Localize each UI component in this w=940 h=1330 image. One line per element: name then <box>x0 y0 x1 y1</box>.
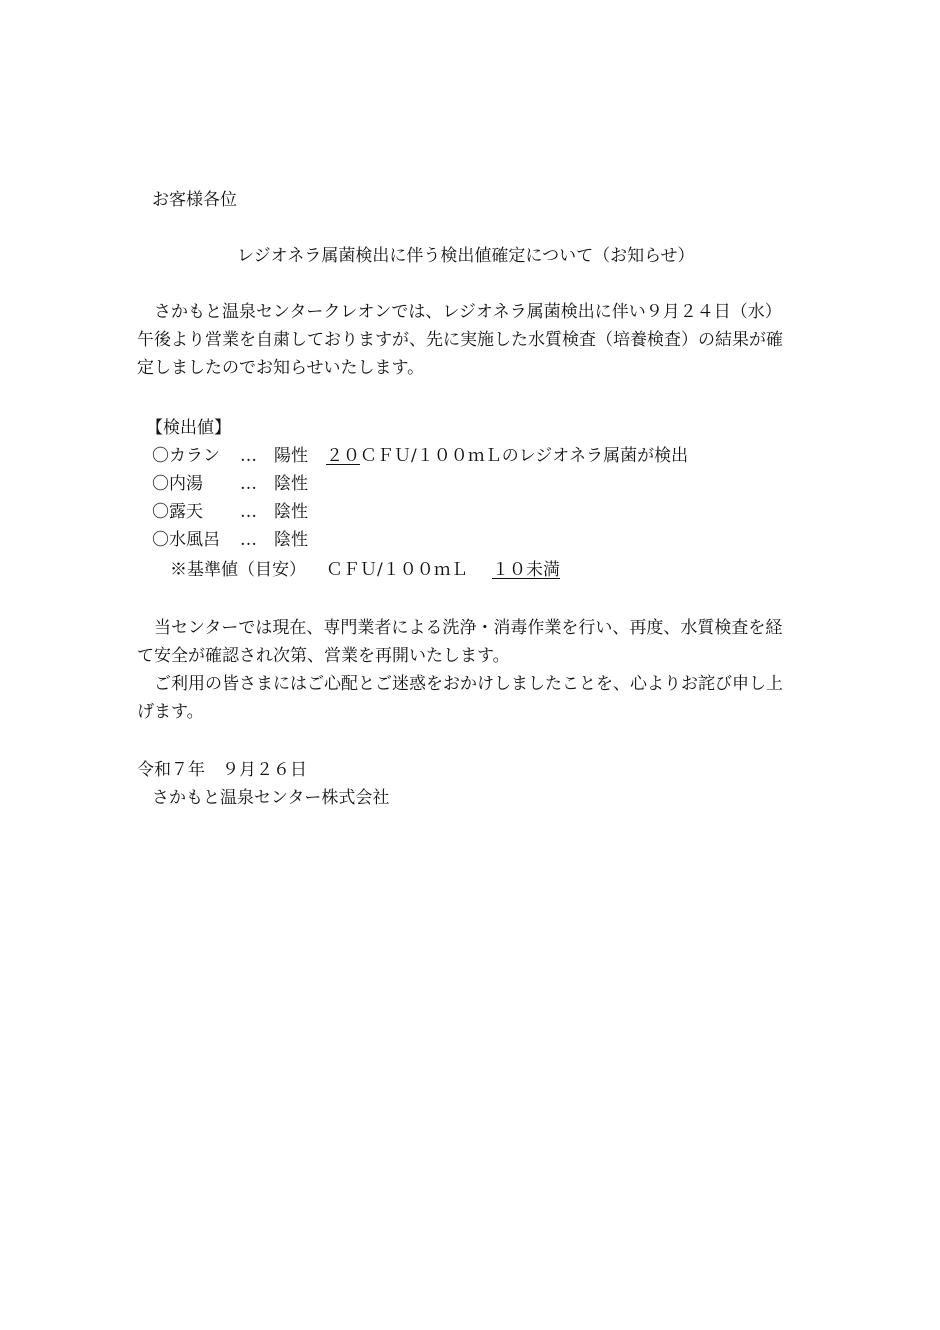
result-place: 〇内湯 <box>152 474 203 494</box>
result-status: 陰性 <box>274 530 308 550</box>
standard-value: １０未満 <box>492 560 560 580</box>
result-status: 陰性 <box>274 474 308 494</box>
closing-line-4: げます。 <box>137 702 204 722</box>
result-status: 陰性 <box>274 502 308 522</box>
result-status: 陽性 <box>274 446 308 466</box>
result-place: 〇水風呂 <box>152 530 220 550</box>
result-place: 〇露天 <box>152 502 203 522</box>
intro-line-3: 定しましたのでお知らせいたします。 <box>137 358 425 378</box>
results-heading: 【検出値】 <box>146 418 231 438</box>
intro-line-2: 午後より営業を自粛しておりますが、先に実施した水質検査（培養検査）の結果が確 <box>137 330 783 350</box>
closing-line-1: 当センターでは現在、専門業者による洗浄・消毒作業を行い、再度、水質検査を経 <box>137 618 783 638</box>
standard-unit: ＣＦＵ/１００ｍＬ <box>326 560 468 580</box>
result-place: 〇カラン <box>152 446 220 466</box>
result-separator: … <box>240 530 257 550</box>
issue-date: 令和７年 ９月２６日 <box>137 760 307 780</box>
closing-line-3: ご利用の皆さまにはご心配とご迷惑をおかけしましたことを、心よりお詫び申し上 <box>137 674 783 694</box>
result-separator: … <box>240 502 257 522</box>
intro-line-1: さかもと温泉センタークレオンでは、レジオネラ属菌検出に伴い９月２４日（水） <box>137 302 782 322</box>
company-name: さかもと温泉センター株式会社 <box>152 788 390 808</box>
result-separator: … <box>240 474 257 494</box>
result-separator: … <box>240 446 257 466</box>
standard-label: ※基準値（目安） <box>170 560 306 580</box>
document-title: レジオネラ属菌検出に伴う検出値確定について（お知らせ） <box>237 246 695 266</box>
result-detail: ＣＦＵ/１００ｍＬのレジオネラ属菌が検出 <box>360 446 689 466</box>
result-value: ２０ <box>326 446 360 466</box>
closing-line-2: て安全が確認され次第、営業を再開いたします。 <box>137 646 510 666</box>
salutation: お客様各位 <box>152 190 237 210</box>
